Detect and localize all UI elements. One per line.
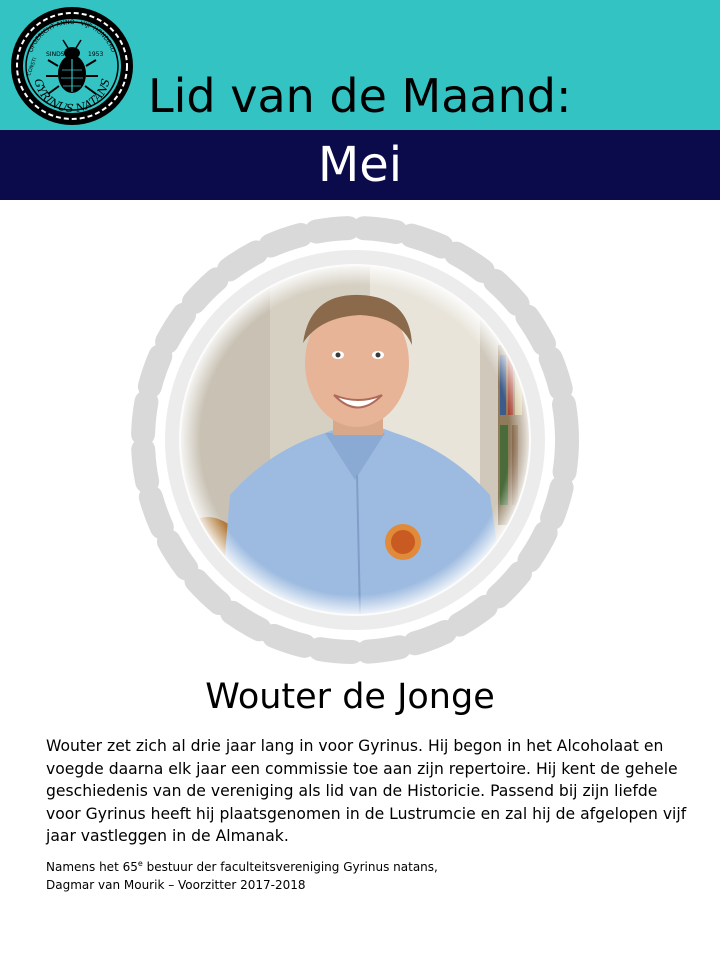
header-band <box>0 0 720 130</box>
signoff <box>46 858 686 894</box>
page-title: Lid van de Maand: <box>148 69 572 123</box>
month-label: Mei <box>317 137 403 193</box>
logo-side-text: CONSTI <box>26 56 39 77</box>
signoff-suffix: bestuur der faculteitsvereniging Gyrinus natans, <box>142 860 438 874</box>
signoff-line-2: Dagmar van Mourik – Voorzitter 2017-2018 <box>46 878 306 892</box>
signoff-sup: e <box>137 859 143 868</box>
logo-left-text: SINDS <box>46 51 65 58</box>
logo-bottom-text: GYRINUS NATANS <box>31 77 113 116</box>
month-band <box>0 130 720 200</box>
member-name: Wouter de Jonge <box>205 677 495 717</box>
signoff-prefix: Namens het 65 <box>46 860 138 874</box>
association-logo <box>8 4 136 128</box>
logo-year: 1953 <box>88 51 104 58</box>
signoff-line-1 <box>46 858 686 876</box>
member-photo-frame <box>120 205 590 675</box>
logo-top-text: OPGERICHT ANNO · VIJF HONDERD <box>27 18 117 54</box>
member-bio: Wouter zet zich al drie jaar lang in voor Gyrinus. Hij begon in het Alcoholaat en voegde daarna elk jaar een commissie toe aan zijn repertoire. Hij kent de gehele geschiedenis van de vereniging als lid van de Historicie. Passend bij zijn liefde voor Gyrinus heeft hij plaatsgenomen in de Lustrumcie en zal hij de afgelopen vijf jaar vastleggen in de Almanak. <box>46 737 687 845</box>
